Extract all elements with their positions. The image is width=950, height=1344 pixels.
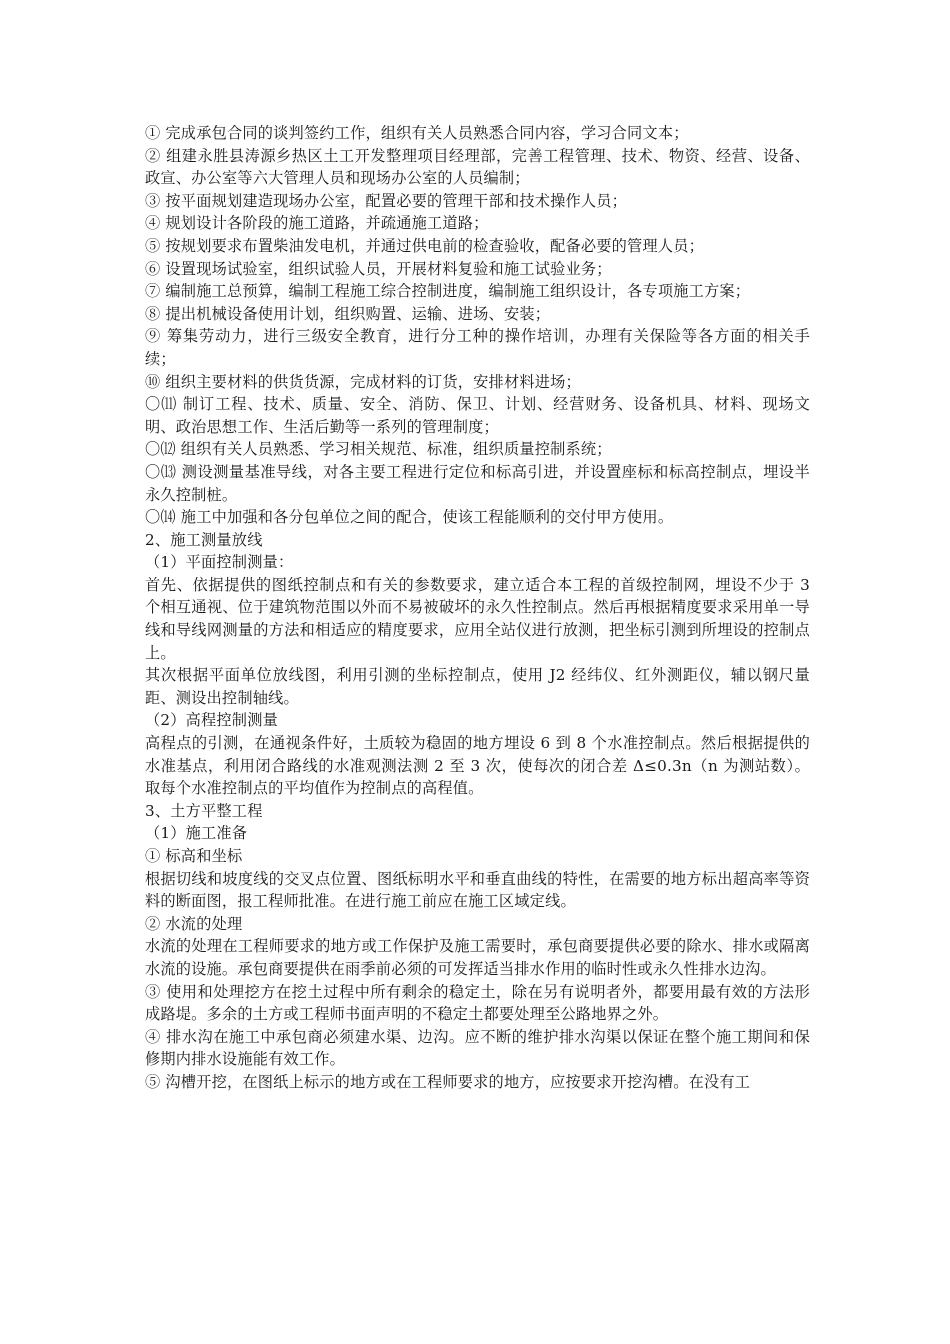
- body-paragraph: 首先、依据提供的图纸控制点和有关的参数要求，建立适合本工程的首级控制网，埋设不少于 3 个相互通视、位于建筑物范围以外而不易被破坏的永久性控制点。然后再根据精度要求采用单一导线和导线网测量的方法和相适应的精度要求，应用全站仪进行放测，把坐标引测到所埋设的控制点上。: [145, 575, 810, 662]
- item-heading: ② 水流的处理: [145, 914, 243, 933]
- body-paragraph: 高程点的引测，在通视条件好，土质较为稳固的地方埋设 6 到 8 个水准控制点。然后根据提供的水准基点，利用闭合路线的水准观测法测 2 至 3 次，使每次的闭合差 Δ≤0.3n（n 为测站数）。取每个水准控制点的平均值作为控制点的高程值。: [145, 734, 810, 798]
- body-paragraph: 根据切线和坡度线的交叉点位置、图纸标明水平和垂直曲线的特性，在需要的地方标出超高率等资料的断面图，报工程师批准。在进行施工前应在施工区域定线。: [145, 869, 810, 911]
- subheading-plane-control: （1）平面控制测量：: [145, 553, 294, 572]
- list-item-2: ② 组建永胜县涛源乡热区土工开发整理项目经理部，完善工程管理、技术、物资、经营、设备、政宣、办公室等六大管理人员和现场办公室的人员编制；: [145, 146, 810, 188]
- section-heading-earthwork: 3、土方平整工程: [145, 801, 263, 820]
- item-heading: ① 标高和坐标: [145, 847, 243, 865]
- list-item-4: ④ 规划设计各阶段的施工道路，并疏通施工道路；: [145, 214, 489, 233]
- list-item-12: 〇⑿ 组织有关人员熟悉、学习相关规范、标准，组织质量控制系统；: [145, 440, 612, 459]
- list-item-13: 〇⒀ 测设测量基准导线，对各主要工程进行定位和标高引进，并设置座标和标高控制点，埋设半永久控制桩。: [145, 462, 810, 504]
- list-item-6: ⑥ 设置现场试验室，组织试验人员，开展材料复验和施工试验业务；: [145, 259, 612, 278]
- list-item-8: ⑧ 提出机械设备使用计划，组织购置、运输、进场、安装；: [145, 304, 551, 323]
- list-item-1: ① 完成承包合同的谈判签约工作，组织有关人员熟悉合同内容，学习合同文本；: [145, 124, 689, 142]
- body-paragraph: 水流的处理在工程师要求的地方或工作保护及施工需要时，承包商要提供必要的除水、排水或隔离水流的设施。承包商要提供在雨季前必须的可发挥适当排水作用的临时性或永久性排水边沟。: [145, 937, 810, 978]
- list-item-14: 〇⒁ 施工中加强和各分包单位之间的配合，使该工程能顺利的交付甲方使用。: [145, 508, 674, 527]
- body-paragraph: ④ 排水沟在施工中承包商必须建水渠、边沟。应不断的维护排水沟渠以保证在整个施工期间和保修期内排水设施能有效工作。: [145, 1027, 810, 1069]
- subheading-preparation: （1）施工准备: [145, 824, 248, 843]
- body-paragraph: 其次根据平面单位放线图，利用引测的坐标控制点，使用 J2 经纬仪、红外测距仪，辅以钢尺量距、测设出控制轴线。: [145, 666, 810, 707]
- subheading-elevation-control: （2）高程控制测量: [145, 711, 278, 730]
- body-paragraph: ③ 使用和处理挖方在挖土过程中所有剩余的稳定土，除在另有说明者外，都要用最有效的方法形成路堤。多余的土方或工程师书面声明的不稳定土都要处理至公路地界之外。: [145, 982, 810, 1024]
- list-item-3: ③ 按平面规划建造现场办公室，配置必要的管理干部和技术操作人员；: [145, 191, 628, 210]
- list-item-9: ⑨ 筹集劳动力，进行三级安全教育，进行分工种的操作培训，办理有关保险等各方面的相关手续；: [145, 327, 810, 368]
- list-item-10: ⑩ 组织主要材料的供货货源，完成材料的订货，安排材料进场；: [145, 372, 581, 391]
- list-item-11: 〇⑾ 制订工程、技术、质量、安全、消防、保卫、计划、经营财务、设备机具、材料、现场文明、政治思想工作、生活后勤等一系列的管理制度；: [145, 395, 810, 436]
- list-item-7: ⑦ 编制施工总预算，编制工程施工综合控制进度，编制施工组织设计，各专项施工方案；: [145, 282, 751, 301]
- body-paragraph: ⑤ 沟槽开挖，在图纸上标示的地方或在工程师要求的地方，应按要求开挖沟槽。在没有工: [145, 1072, 751, 1091]
- section-heading-survey: 2、施工测量放线: [145, 530, 263, 549]
- list-item-5: ⑤ 按规划要求布置柴油发电机，并通过供电前的检查验收，配备必要的管理人员；: [145, 236, 704, 255]
